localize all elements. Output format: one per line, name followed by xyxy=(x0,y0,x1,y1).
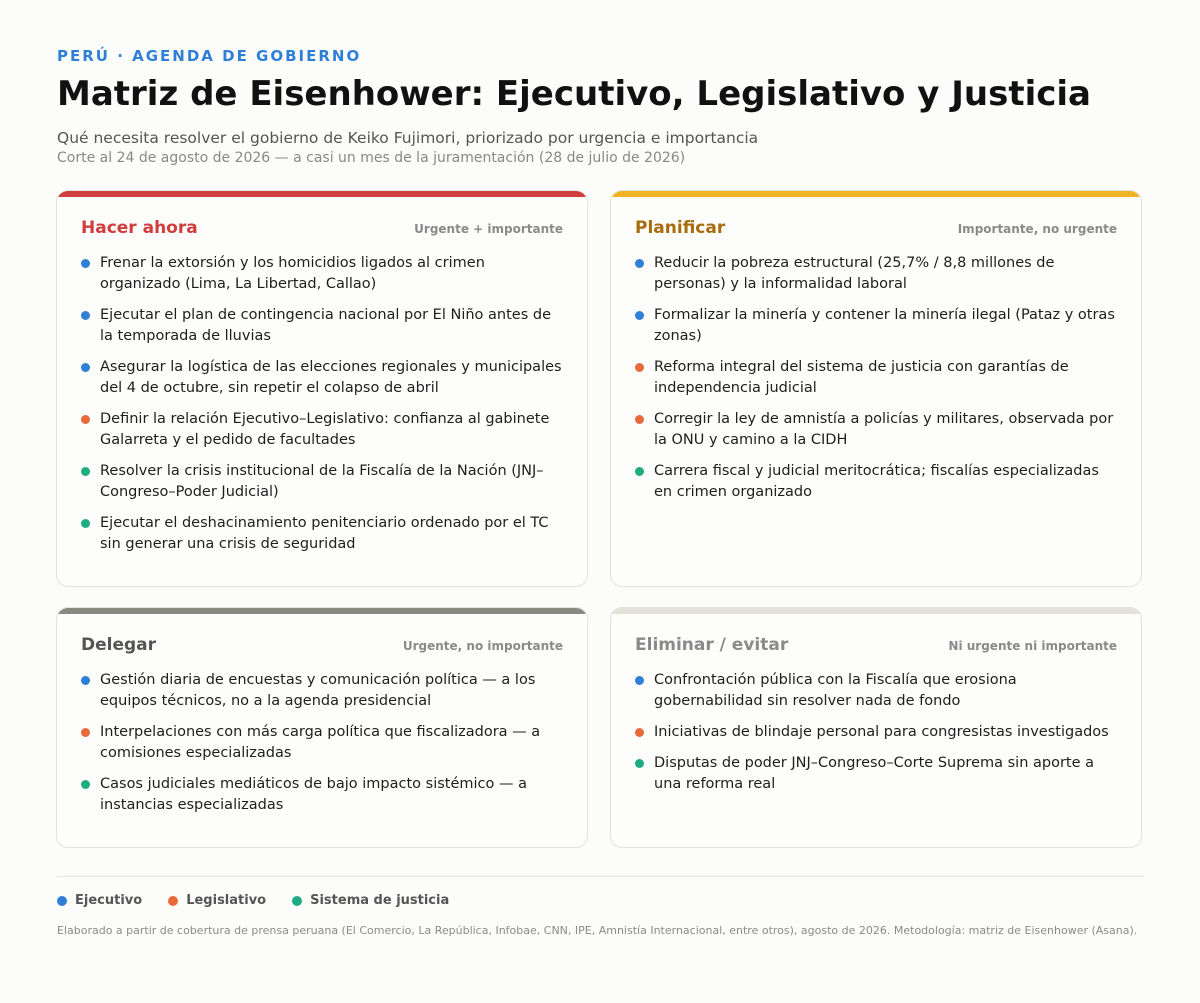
list-item xyxy=(81,722,567,764)
list-item xyxy=(81,305,567,347)
quadrant-tag: Ni urgente ni importante xyxy=(948,639,1117,653)
quadrant-items xyxy=(635,670,1121,805)
list-item xyxy=(635,357,1121,399)
quadrant-title: Delegar xyxy=(81,635,157,655)
quadrant-delegate xyxy=(56,607,588,848)
item-text: Reducir la pobreza estructural (25,7% / 8,8 millones de personas) y la informalidad laboral xyxy=(654,255,1055,292)
item-text: Interpelaciones con más carga política que fiscalizadora — a comisiones especializadas xyxy=(100,724,541,761)
quadrant-do-now xyxy=(56,190,588,587)
item-text: Definir la relación Ejecutivo–Legislativo: confianza al gabinete Galarreta y el pedido de facultades xyxy=(100,411,550,448)
item-text: Resolver la crisis institucional de la Fiscalía de la Nación (JNJ–Congreso–Poder Judicial) xyxy=(100,463,544,500)
category-dot xyxy=(81,519,90,528)
item-text: Iniciativas de blindaje personal para congresistas investigados xyxy=(654,724,1109,740)
quadrant-title: Hacer ahora xyxy=(81,218,198,238)
legend-item-justicia xyxy=(292,893,449,908)
item-text: Asegurar la logística de las elecciones regionales y municipales del 4 de octubre, sin repetir el colapso de abril xyxy=(100,359,562,396)
item-text: Ejecutar el deshacinamiento penitenciario ordenado por el TC sin generar una crisis de seguridad xyxy=(100,515,549,552)
item-text: Casos judiciales mediáticos de bajo impacto sistémico — a instancias especializadas xyxy=(100,776,527,813)
category-dot xyxy=(81,467,90,476)
item-text: Confrontación pública con la Fiscalía que erosiona gobernabilidad sin resolver nada de fondo xyxy=(654,672,1017,709)
list-item xyxy=(635,670,1121,712)
quadrant-title: Eliminar / evitar xyxy=(635,635,789,655)
quadrant-tag: Importante, no urgente xyxy=(957,222,1117,236)
category-dot xyxy=(635,259,644,268)
item-text: Disputas de poder JNJ–Congreso–Corte Suprema sin aporte a una reforma real xyxy=(654,755,1095,792)
page-title: Matriz de Eisenhower: Ejecutivo, Legislativo y Justicia xyxy=(57,74,1091,114)
category-dot xyxy=(81,311,90,320)
legend xyxy=(57,893,449,908)
footnote: Elaborado a partir de cobertura de prensa peruana (El Comercio, La República, Infobae, CNN, IPE, Amnistía Internacional, entre otros), agosto de 2026. Metodología: matriz de Eisenhower (Asana). xyxy=(57,924,1138,937)
item-text: Formalizar la minería y contener la minería ilegal (Pataz y otras zonas) xyxy=(654,307,1115,344)
list-item xyxy=(81,461,567,503)
list-item xyxy=(81,774,567,816)
item-text: Frenar la extorsión y los homicidios ligados al crimen organizado (Lima, La Libertad, Callao) xyxy=(100,255,485,292)
category-dot xyxy=(81,780,90,789)
category-dot xyxy=(81,363,90,372)
page-header xyxy=(57,46,1147,168)
category-dot xyxy=(635,311,644,320)
legend-label: Legislativo xyxy=(186,893,267,908)
category-dot xyxy=(635,415,644,424)
quadrant-plan xyxy=(610,190,1142,587)
legend-label: Sistema de justicia xyxy=(310,893,450,908)
quadrant-color-bar xyxy=(611,608,1141,614)
item-text: Reforma integral del sistema de justicia con garantías de independencia judicial xyxy=(654,359,1069,396)
category-dot xyxy=(81,728,90,737)
item-text: Corregir la ley de amnistía a policías y militares, observada por la ONU y camino a la CIDH xyxy=(654,411,1114,448)
list-item xyxy=(81,670,567,712)
list-item xyxy=(635,305,1121,347)
quadrant-eliminate xyxy=(610,607,1142,848)
category-dot xyxy=(81,676,90,685)
list-item xyxy=(635,461,1121,503)
list-item xyxy=(635,409,1121,451)
list-item xyxy=(635,253,1121,295)
page-subtitle: Qué necesita resolver el gobierno de Keiko Fujimori, priorizado por urgencia e importancia xyxy=(57,129,759,147)
legend-label: Ejecutivo xyxy=(75,893,143,908)
legend-divider xyxy=(57,876,1144,877)
item-text: Gestión diaria de encuestas y comunicación política — a los equipos técnicos, no a la agenda presidencial xyxy=(100,672,536,709)
quadrant-color-bar xyxy=(57,191,587,197)
category-dot xyxy=(635,467,644,476)
item-text: Ejecutar el plan de contingencia nacional por El Niño antes de la temporada de lluvias xyxy=(100,307,551,344)
quadrant-color-bar xyxy=(611,191,1141,197)
category-dot xyxy=(635,728,644,737)
quadrant-title: Planificar xyxy=(635,218,726,238)
list-item xyxy=(81,409,567,451)
list-item xyxy=(81,253,567,295)
list-item xyxy=(81,513,567,555)
item-text: Carrera fiscal y judicial meritocrática; fiscalías especializadas en crimen organizado xyxy=(654,463,1099,500)
list-item xyxy=(635,753,1121,795)
list-item xyxy=(81,357,567,399)
category-dot xyxy=(81,415,90,424)
page-kicker: PERÚ · AGENDA DE GOBIERNO xyxy=(57,47,362,65)
legend-dot xyxy=(168,896,178,906)
legend-dot xyxy=(57,896,67,906)
legend-item-ejecutivo xyxy=(57,893,142,908)
category-dot xyxy=(635,759,644,768)
quadrant-items xyxy=(635,253,1121,513)
quadrant-tag: Urgente, no importante xyxy=(402,639,563,653)
legend-dot xyxy=(292,896,302,906)
quadrant-items xyxy=(81,670,567,826)
legend-item-legislativo xyxy=(168,893,266,908)
page-date: Corte al 24 de agosto de 2026 — a casi un mes de la juramentación (28 de julio de 2026) xyxy=(57,150,686,166)
category-dot xyxy=(635,676,644,685)
category-dot xyxy=(81,259,90,268)
quadrant-color-bar xyxy=(57,608,587,614)
category-dot xyxy=(635,363,644,372)
quadrant-tag: Urgente + importante xyxy=(414,222,563,236)
list-item xyxy=(635,722,1121,743)
quadrant-items xyxy=(81,253,567,565)
